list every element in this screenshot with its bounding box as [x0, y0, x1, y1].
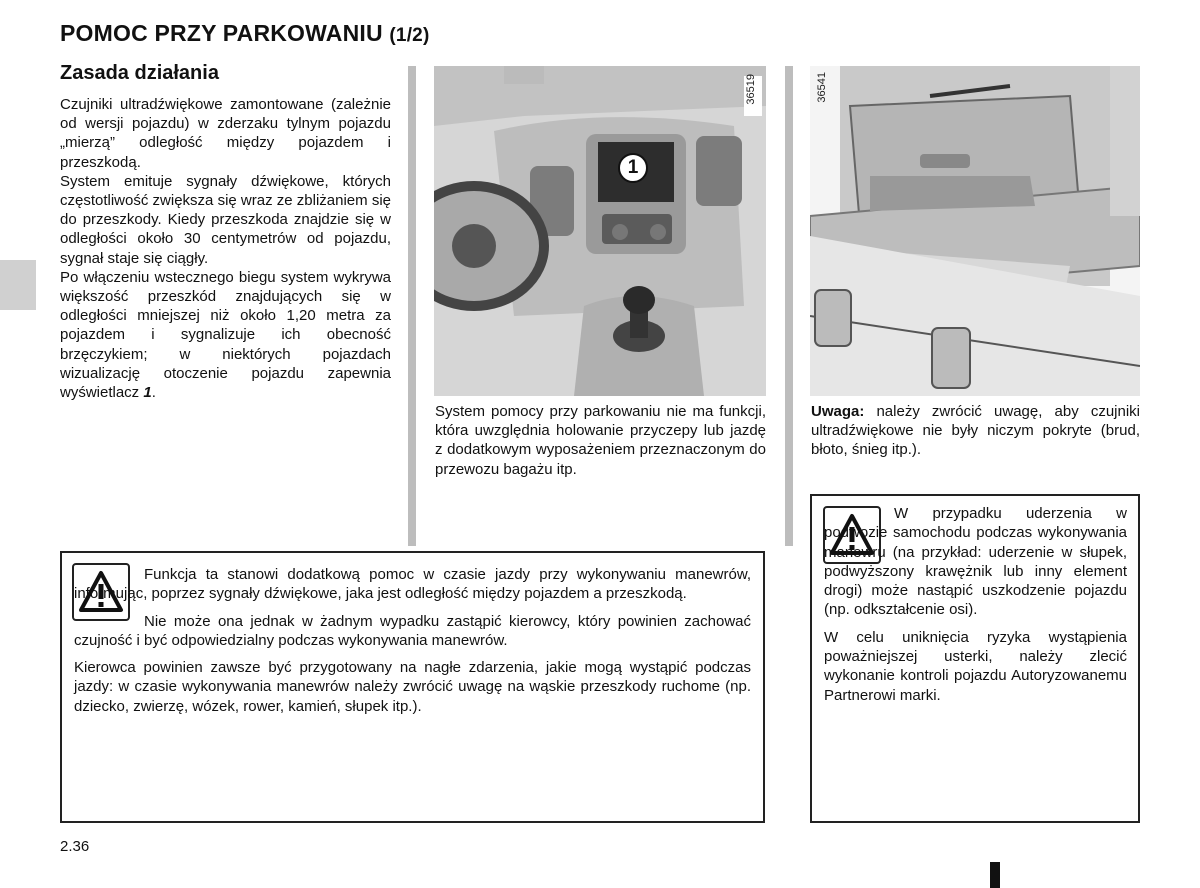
dashboard-drawing	[434, 66, 766, 396]
warning-side-p2: W celu uniknięcia ryzyka wystąpienia poważniejszej usterki, należy zlecić wykonanie kontroli pojazdu Autoryzowanemu Partnerowi marki.	[824, 628, 1127, 704]
warning-main-text	[74, 565, 751, 716]
sensor-note-text: należy zwrócić uwagę, aby czujniki ultradźwiękowe nie były niczym pokryte (brud, błoto, śnieg itp.).	[811, 403, 1140, 459]
sensor-note	[811, 402, 1140, 460]
page-corner-mark	[990, 862, 1000, 888]
sensor-note-label: Uwaga:	[811, 403, 865, 420]
warning-main-p3: Kierowca powinien zawsze być przygotowany na nagłe zdarzenia, jakie mogą wystąpić podczas jazdy: w czasie wykonywania manewrów należy zwrócić uwagę na wąskie przeszkody ruchome (np. dziecko, zwierzę, wózek, rower, kamień, słupek itp.).	[74, 659, 751, 715]
display-reference: 1	[143, 384, 152, 402]
section-paragraph-2: System emituje sygnały dźwiękowe, których częstotliwość zwiększa się wraz ze zbliżaniem się do przeszkody. Kiedy przeszkoda znajdzie się w odległości około 30 centymetrów od pojazdu, sygnał staje się ciągły.	[60, 172, 391, 267]
right-caption	[811, 402, 1140, 460]
warning-main-p1: Funkcja ta stanowi dodatkową pomoc w czasie jazdy przy wykonywaniu manewrów, informując, poprzez sygnały dźwiękowe, jaka jest odległość między pojazdem a przeszkodą.	[74, 566, 751, 603]
section-paragraph-3-end: .	[151, 384, 156, 402]
section-paragraph-3-text: Po włączeniu wstecznego biegu system wykrywa większość przeszkód znajdujących się w odległości mniejszej niż około 1,20 metra za pojazdem i sygnalizuje ich obecność brzęczykiem; w niektórych pojazdach wizualizację otoczenie pojazdu zapewnia wyświetlacz	[60, 268, 391, 402]
section-paragraph-3	[60, 268, 391, 402]
towing-note: System pomocy przy parkowaniu nie ma funkcji, która uwzględnia holowanie przyczepy lub jazdę z dodatkowym wyposażeniem przeznaczonym do przewozu bagażu itp.	[435, 403, 766, 478]
display-callout-1: 1	[618, 153, 648, 183]
dashboard-illustration	[434, 66, 766, 396]
rear-image-number: 36541	[816, 72, 828, 103]
page-number: 2.36	[60, 838, 90, 855]
column-divider-left	[408, 66, 416, 546]
section-body	[60, 95, 391, 402]
section-heading: Zasada działania	[60, 62, 219, 84]
middle-caption	[435, 402, 766, 479]
warning-box-main	[60, 551, 765, 823]
page-title-text: POMOC PRZY PARKOWANIU	[60, 20, 383, 46]
dashboard-image-number: 36519	[745, 74, 757, 105]
warning-box-side	[810, 494, 1140, 823]
warning-main-p2: Nie może ona jednak w żadnym wypadku zastąpić kierowcy, który powinien zachować czujność i być odpowiedzialny podczas wykonywania manewrów.	[74, 612, 751, 649]
warning-side-p1: W przypadku uderzenia w podwozie samochodu podczas wykonywania manewru (na przykład: uderzenie w słupek, podwyższony krawężnik lub inny element drogi) może nastąpić uszkodzenie pojazdu (np. odkształcenie osi).	[824, 505, 1127, 619]
chapter-side-tab	[0, 260, 36, 310]
rear-bumper-drawing	[810, 66, 1140, 396]
section-paragraph-1: Czujniki ultradźwiękowe zamontowane (zależnie od wersji pojazdu) w zderzaku tylnym pojazdu „mierzą” odległość między pojazdem i przeszkodą.	[60, 96, 391, 171]
column-divider-right	[785, 66, 793, 546]
warning-side-text	[824, 504, 1127, 705]
page-title	[60, 20, 429, 47]
page-title-part: (1/2)	[389, 25, 430, 46]
rear-bumper-illustration	[810, 66, 1140, 396]
